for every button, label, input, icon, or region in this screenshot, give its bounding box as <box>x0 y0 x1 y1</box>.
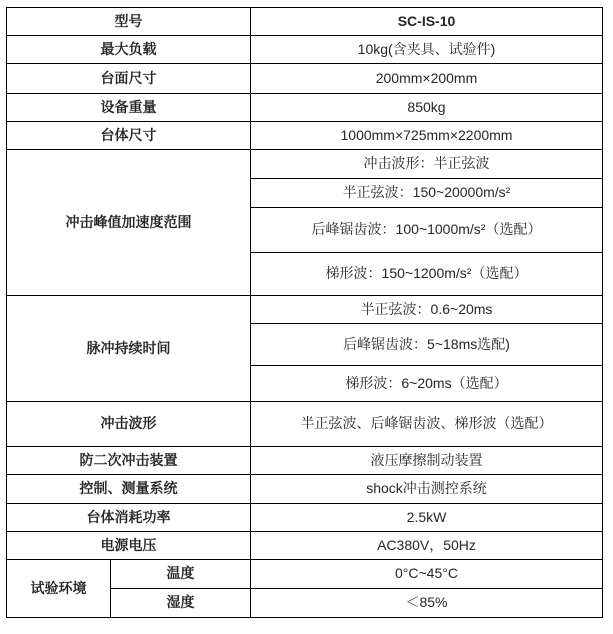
row-value-temperature: 0°C~45°C <box>251 560 603 589</box>
table-row-control-system <box>7 475 603 504</box>
table-row-pulse-1 <box>7 296 603 324</box>
section-label-acceleration: 冲击峰值加速度范围 <box>7 150 251 296</box>
row-label-power-consumption: 台体消耗功率 <box>7 504 251 532</box>
table-row-table-size <box>7 64 603 94</box>
acceleration-value-3: 后峰锯齿波：100~1000m/s²（选配） <box>251 208 603 253</box>
table-row-anti-secondary <box>7 447 603 475</box>
row-value-shock-waveform: 半正弦波、后峰锯齿波、梯形波（选配） <box>251 402 603 447</box>
row-label-power-voltage: 电源电压 <box>7 532 251 560</box>
row-value-model: SC-IS-10 <box>251 8 603 36</box>
row-value-power-consumption: 2.5kW <box>251 504 603 532</box>
table-row-power-voltage <box>7 532 603 560</box>
row-value-table-size: 200mm×200mm <box>251 64 603 94</box>
row-label-table-size: 台面尺寸 <box>7 64 251 94</box>
row-label-humidity: 湿度 <box>111 589 251 618</box>
table-row-max-load <box>7 36 603 64</box>
row-label-control-system: 控制、测量系统 <box>7 475 251 504</box>
acceleration-value-1: 冲击波形：半正弦波 <box>251 150 603 179</box>
table-row-power-consumption <box>7 504 603 532</box>
row-label-anti-secondary: 防二次冲击装置 <box>7 447 251 475</box>
row-value-max-load: 10kg(含夹具、试验件) <box>251 36 603 64</box>
row-value-weight: 850kg <box>251 94 603 122</box>
table-row-acceleration-1 <box>7 150 603 179</box>
row-label-model: 型号 <box>7 8 251 36</box>
table-row-shock-waveform <box>7 402 603 447</box>
row-value-humidity: ＜85% <box>251 589 603 618</box>
pulse-value-3: 梯形波：6~20ms（选配） <box>251 366 603 402</box>
acceleration-value-2: 半正弦波：150~20000m/s² <box>251 179 603 208</box>
table-row-environment-temperature <box>7 560 603 589</box>
acceleration-value-4: 梯形波：150~1200m/s²（选配） <box>251 253 603 296</box>
table-row-body-size <box>7 122 603 150</box>
table-row-weight <box>7 94 603 122</box>
row-label-weight: 设备重量 <box>7 94 251 122</box>
table-row-model <box>7 8 603 36</box>
row-value-body-size: 1000mm×725mm×2200mm <box>251 122 603 150</box>
row-label-temperature: 温度 <box>111 560 251 589</box>
row-label-body-size: 台体尺寸 <box>7 122 251 150</box>
row-value-control-system: shock冲击测控系统 <box>251 475 603 504</box>
section-label-environment: 试验环境 <box>7 560 111 618</box>
pulse-value-1: 半正弦波：0.6~20ms <box>251 296 603 324</box>
section-label-pulse: 脉冲持续时间 <box>7 296 251 402</box>
row-value-power-voltage: AC380V，50Hz <box>251 532 603 560</box>
row-label-max-load: 最大负载 <box>7 36 251 64</box>
row-label-shock-waveform: 冲击波形 <box>7 402 251 447</box>
spec-table <box>6 7 603 618</box>
pulse-value-2: 后峰锯齿波：5~18ms选配) <box>251 324 603 366</box>
row-value-anti-secondary: 液压摩擦制动装置 <box>251 447 603 475</box>
